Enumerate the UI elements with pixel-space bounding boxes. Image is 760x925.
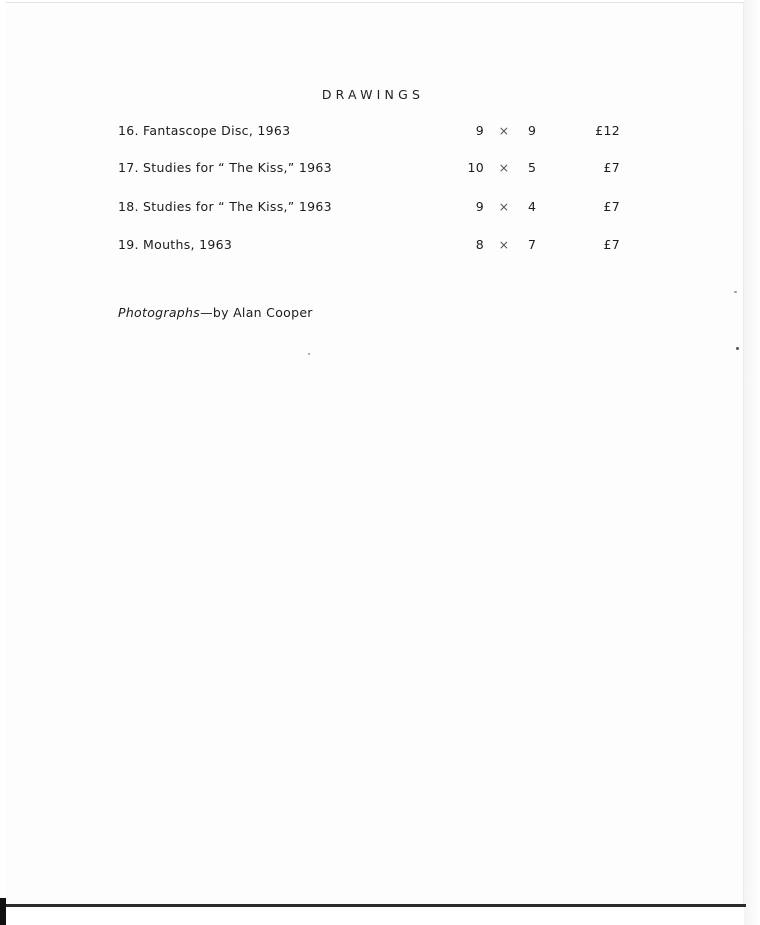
photo-credit [118,305,313,320]
paper-speck [736,347,739,350]
section-heading: DRAWINGS [321,87,425,102]
artwork-row [6,123,744,141]
artwork-row [6,237,744,255]
artwork-price: £7 [603,160,620,175]
paper-speck [308,353,310,355]
artwork-row [6,160,744,178]
artwork-price: £7 [603,199,620,214]
photo-credit-name: by Alan Cooper [212,305,313,320]
artwork-width: 9 [475,199,484,214]
artwork-price: £12 [595,123,620,138]
artwork-title: 16. Fantascope Disc, 1963 [118,123,291,138]
artwork-title: 18. Studies for “ The Kiss,” 1963 [118,199,332,214]
photo-credit-dash: — [200,305,213,320]
dimension-separator: × [498,160,510,175]
page-shadow [744,0,760,925]
photo-credit-label: Photographs [118,305,201,320]
dimension-separator: × [498,199,510,214]
artwork-width: 8 [475,237,484,252]
artwork-width: 10 [467,160,484,175]
artwork-height: 5 [528,160,537,175]
artwork-title: 19. Mouths, 1963 [118,237,233,252]
catalogue-page [6,2,744,904]
artwork-height: 9 [528,123,537,138]
page-bottom-edge [6,904,746,907]
dimension-separator: × [498,237,510,252]
paper-speck [734,291,737,293]
artwork-height: 4 [528,199,537,214]
artwork-width: 9 [475,123,484,138]
page-left-edge [0,898,6,925]
artwork-price: £7 [603,237,620,252]
artwork-title: 17. Studies for “ The Kiss,” 1963 [118,160,332,175]
dimension-separator: × [498,123,510,138]
artwork-row [6,199,744,217]
artwork-height: 7 [528,237,537,252]
